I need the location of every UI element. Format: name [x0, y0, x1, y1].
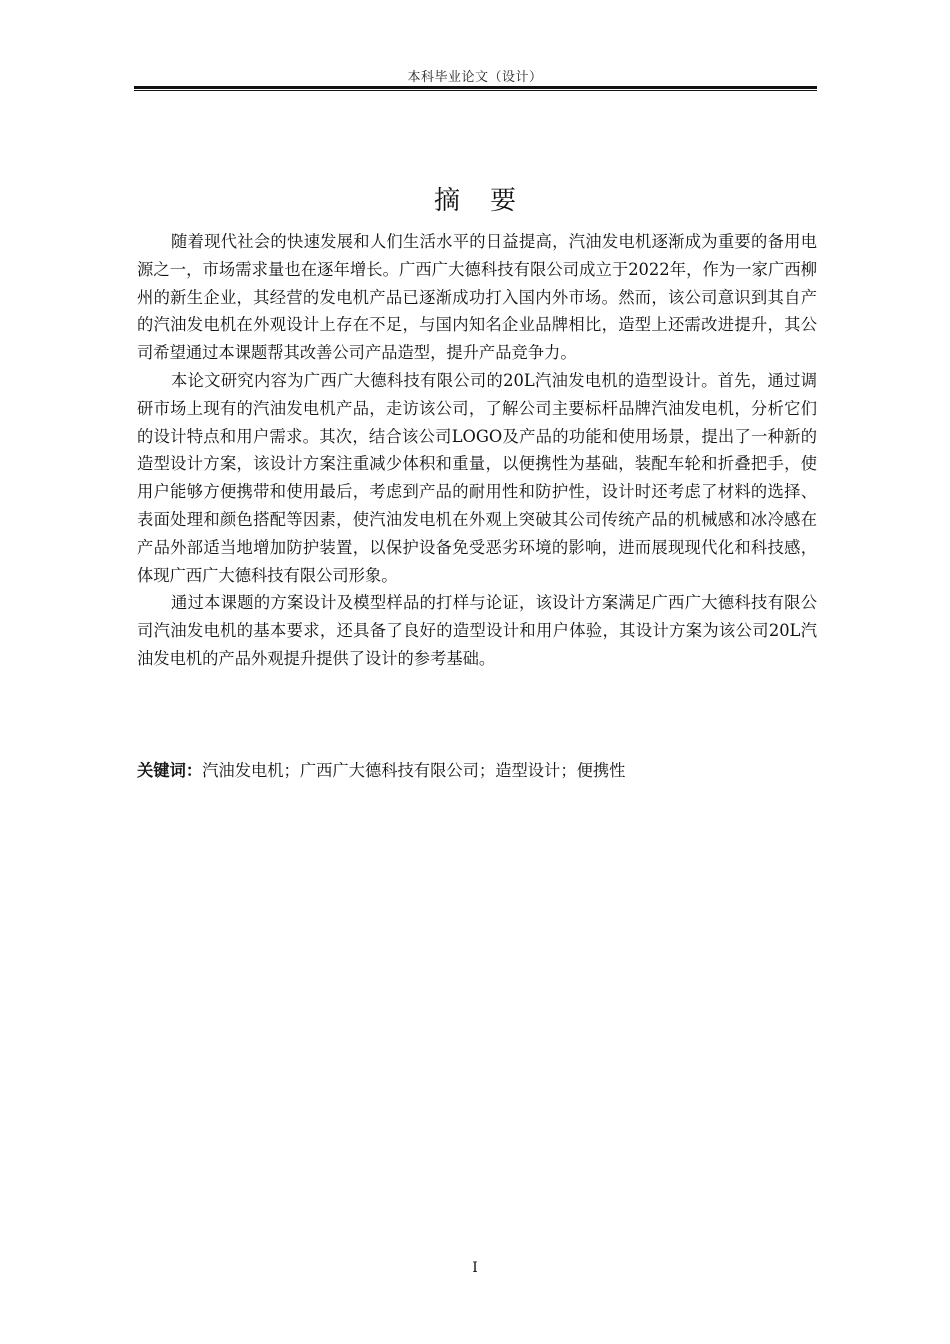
- abstract-body: [137, 228, 817, 673]
- keywords-text: 汽油发电机；广西广大德科技有限公司；造型设计；便携性: [202, 761, 626, 780]
- abstract-heading: [0, 180, 950, 217]
- abstract-paragraph-2: 本论文研究内容为广西广大德科技有限公司的20L汽油发电机的造型设计。首先，通过调研市场上现有的汽油发电机产品，走访该公司，了解公司主要标杆品牌汽油发电机，分析它们的设计特点和用户需求。其次，结合该公司LOGO及产品的功能和使用场景，提出了一种新的造型设计方案，该设计方案注重减少体积和重量，以便携性为基础，装配车轮和折叠把手，使用户能够方便携带和使用最后，考虑到产品的耐用性和防护性，设计时还考虑了材料的选择、表面处理和颜色搭配等因素，使汽油发电机在外观上突破其公司传统产品的机械感和冰冷感在产品外部适当地增加防护装置，以保护设备免受恶劣环境的影响，进而展现现代化和科技感，体现广西广大德科技有限公司形象。: [137, 370, 817, 585]
- header-rule-thick: [134, 86, 817, 89]
- abstract-heading-char-2: 要: [490, 186, 517, 216]
- running-header: 本科毕业论文（设计）: [407, 70, 543, 85]
- abstract-heading-char-1: 摘: [433, 186, 460, 216]
- keywords-label: 关键词：: [137, 761, 203, 780]
- keywords-line: [137, 759, 817, 783]
- page-number: I: [472, 1260, 478, 1276]
- abstract-paragraph-3: 通过本课题的方案设计及模型样品的打样与论证，该设计方案满足广西广大德科技有限公司汽油发电机的基本要求，还具备了良好的造型设计和用户体验，其设计方案为该公司20L汽油发电机的产品外观提升提供了设计的参考基础。: [137, 593, 817, 668]
- abstract-paragraph-1: 随着现代社会的快速发展和人们生活水平的日益提高，汽油发电机逐渐成为重要的备用电源之一，市场需求量也在逐年增长。广西广大德科技有限公司成立于2022年，作为一家广西柳州的新生企业，其经营的发电机产品已逐渐成功打入国内外市场。然而，该公司意识到其自产的汽油发电机在外观设计上存在不足，与国内知名企业品牌相比，造型上还需改进提升，其公司希望通过本课题帮其改善公司产品造型，提升产品竞争力。: [137, 232, 817, 363]
- header-rule-thin: [134, 90, 817, 91]
